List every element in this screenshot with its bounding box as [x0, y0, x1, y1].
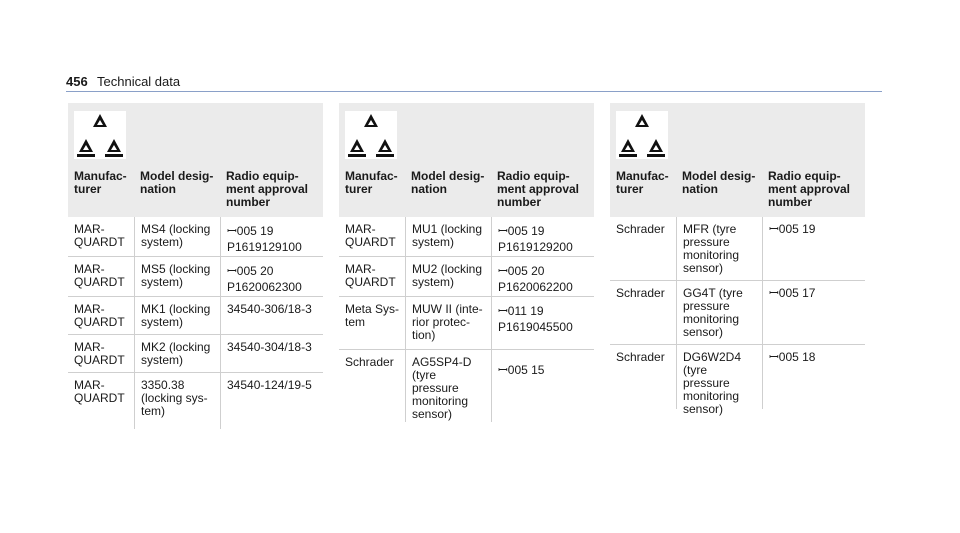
column-header-approval: Radio equip- ment approval number [226, 169, 309, 209]
cell-approval: 34540-304/18-3 [220, 335, 323, 372]
approval-symbol-icon [74, 111, 126, 159]
cell-manufacturer: MAR- QUARDT [345, 222, 396, 249]
page-header [66, 72, 882, 92]
cell-approval: ꟷ005 20 P1620062300 [220, 257, 323, 296]
cell-manufacturer: Schrader [345, 355, 394, 369]
table-row [68, 373, 323, 429]
table-row [610, 217, 865, 281]
column-header-manufacturer: Manufac- turer [74, 169, 127, 196]
cell-model: GG4T (tyre pressure monitoring sensor) [676, 281, 762, 344]
cell-approval: ꟷ011 19 P1619045500 [491, 297, 594, 349]
column-header-model: Model desig- nation [682, 169, 756, 196]
cell-model: MS4 (locking system) [134, 217, 220, 256]
cell-manufacturer: MAR- QUARDT [74, 302, 125, 329]
table-body [610, 217, 865, 416]
cell-model: MK1 (locking system) [134, 297, 220, 334]
table-body [68, 217, 323, 429]
cell-approval: ꟷ005 17 [762, 281, 865, 344]
page-number: 456 [66, 74, 88, 89]
cell-manufacturer: Schrader [616, 286, 665, 300]
cell-manufacturer: Meta Sys- tem [345, 302, 400, 329]
cell-model: 3350.38 (locking sys- tem) [134, 373, 220, 429]
cell-approval: 34540-306/18-3 [220, 297, 323, 334]
table-row [339, 297, 594, 350]
cell-model: MK2 (locking system) [134, 335, 220, 372]
column-header-manufacturer: Manufac- turer [345, 169, 398, 196]
cell-manufacturer: MAR- QUARDT [74, 340, 125, 367]
table-row [610, 281, 865, 345]
column-header-model: Model desig- nation [411, 169, 485, 196]
cell-model: MFR (tyre pressure monitoring sensor) [676, 217, 762, 280]
cell-approval: ꟷ005 19 [762, 217, 865, 280]
approval-table-3 [610, 103, 865, 416]
cell-manufacturer: Schrader [616, 222, 665, 236]
table-row [68, 257, 323, 297]
cell-model: MU1 (locking system) [405, 217, 491, 256]
table-row [68, 217, 323, 257]
cell-model: DG6W2D4 (tyre pressure monitoring sensor) [676, 345, 762, 409]
table-row [339, 350, 594, 422]
approval-symbol-icon [616, 111, 668, 159]
cell-manufacturer: MAR- QUARDT [74, 222, 125, 249]
cell-approval: ꟷ005 19 P1619129200 [491, 217, 594, 256]
section-title: Technical data [97, 74, 181, 89]
table-row [68, 297, 323, 335]
table-header [68, 103, 323, 217]
cell-approval: ꟷ005 18 [762, 345, 865, 409]
column-header-manufacturer: Manufac- turer [616, 169, 669, 196]
table-header [610, 103, 865, 217]
cell-approval: 34540-124/19-5 [220, 373, 323, 429]
table-body [339, 217, 594, 422]
approval-table-2 [339, 103, 594, 422]
cell-model: MU2 (locking system) [405, 257, 491, 296]
cell-model: MS5 (locking system) [134, 257, 220, 296]
cell-approval: ꟷ005 20 P1620062200 [491, 257, 594, 296]
cell-model: MUW II (inte- rior protec- tion) [405, 297, 491, 349]
cell-manufacturer: MAR- QUARDT [345, 262, 396, 289]
cell-manufacturer: MAR- QUARDT [74, 262, 125, 289]
cell-approval: ꟷ005 19 P1619129100 [220, 217, 323, 256]
cell-approval: ꟷ005 15 [491, 350, 594, 422]
approval-symbol-icon [345, 111, 397, 159]
column-header-model: Model desig- nation [140, 169, 214, 196]
column-header-approval: Radio equip- ment approval number [497, 169, 580, 209]
approval-table-1 [68, 103, 323, 429]
table-row [68, 335, 323, 373]
table-row [610, 345, 865, 416]
table-row [339, 257, 594, 297]
table-header [339, 103, 594, 217]
column-header-approval: Radio equip- ment approval number [768, 169, 851, 209]
table-row [339, 217, 594, 257]
cell-manufacturer: MAR- QUARDT [74, 378, 125, 405]
cell-model: AG5SP4-D (tyre pressure monitoring sensor) [405, 350, 491, 422]
cell-manufacturer: Schrader [616, 350, 665, 364]
